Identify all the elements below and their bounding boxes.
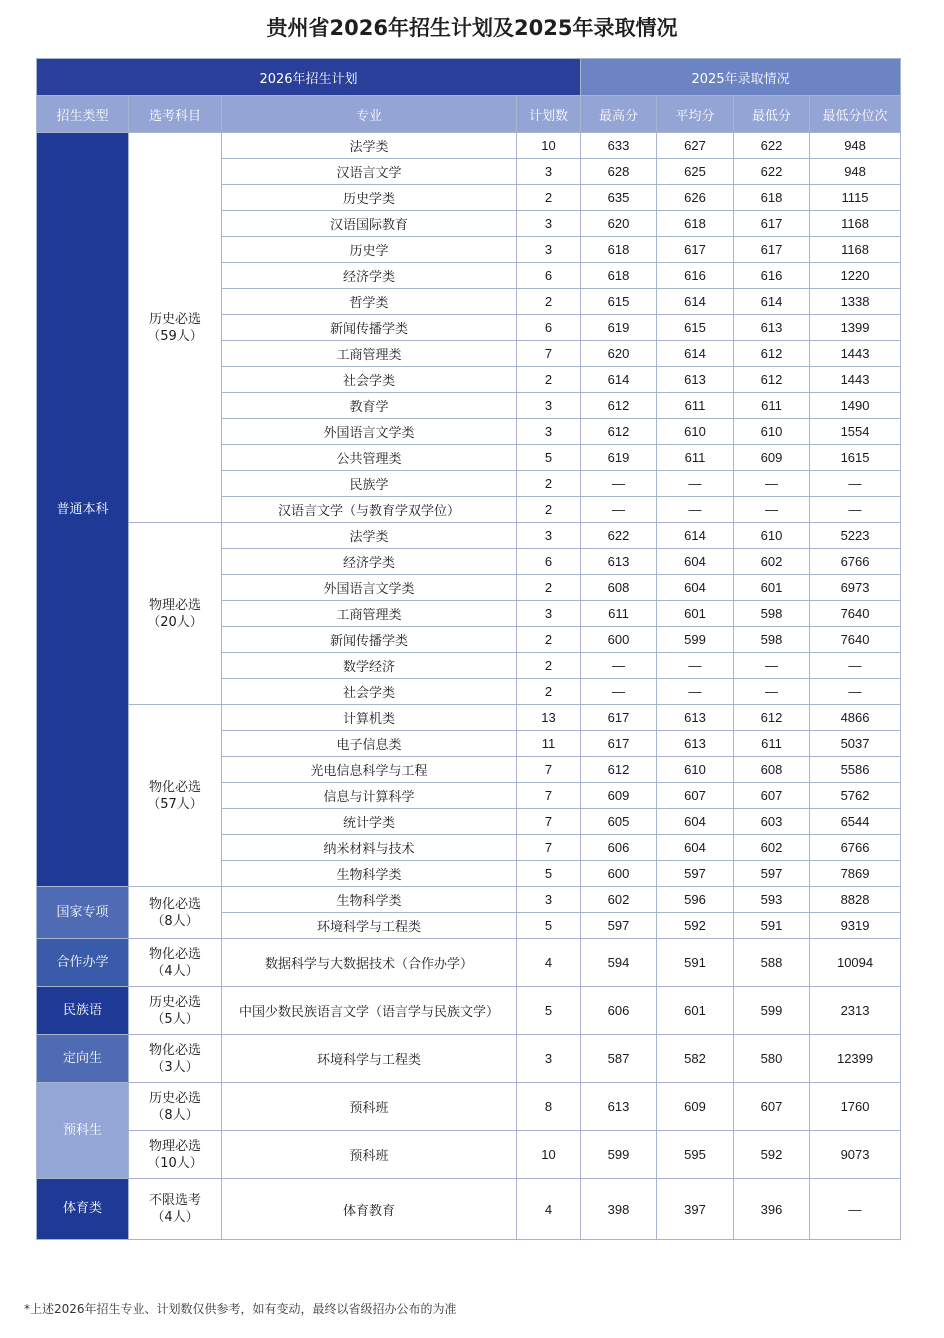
min-cell: 611 — [734, 393, 810, 419]
major-cell: 计算机类 — [222, 705, 517, 731]
min-cell: — — [734, 679, 810, 705]
min-cell: 617 — [734, 211, 810, 237]
plan-cell: 7 — [517, 783, 581, 809]
subject-requirement: 不限选考 — [148, 1193, 201, 1208]
plan-cell: 3 — [517, 419, 581, 445]
min-cell: — — [734, 497, 810, 523]
max-cell: 600 — [581, 861, 657, 887]
major-cell: 光电信息科学与工程 — [222, 757, 517, 783]
avg-cell: 618 — [657, 211, 734, 237]
rank-cell: 1760 — [810, 1083, 901, 1131]
rank-cell: — — [810, 471, 901, 497]
plan-cell: 2 — [517, 497, 581, 523]
subject-cell — [129, 1083, 222, 1131]
subject-requirement: 物理必选 — [148, 1138, 201, 1154]
min-cell: 616 — [734, 263, 810, 289]
subject-quota: （8人） — [151, 913, 199, 929]
rank-cell: — — [810, 1179, 901, 1240]
subject-quota: （3人） — [151, 1059, 199, 1075]
table-row — [37, 1131, 901, 1179]
category-cell: 国家专项 — [37, 887, 129, 939]
rank-cell: 9319 — [810, 913, 901, 939]
min-cell: 603 — [734, 809, 810, 835]
max-cell: 619 — [581, 445, 657, 471]
avg-cell: 614 — [657, 341, 734, 367]
min-cell: 610 — [734, 523, 810, 549]
avg-cell: 617 — [657, 237, 734, 263]
major-cell: 汉语国际教育 — [222, 211, 517, 237]
max-cell: 594 — [581, 939, 657, 987]
avg-cell: 596 — [657, 887, 734, 913]
max-cell: 612 — [581, 757, 657, 783]
major-cell: 数学经济 — [222, 653, 517, 679]
major-cell: 民族学 — [222, 471, 517, 497]
subject-requirement: 物化必选 — [148, 779, 201, 795]
avg-cell: 604 — [657, 575, 734, 601]
max-cell: 587 — [581, 1035, 657, 1083]
subject-requirement: 物化必选 — [148, 946, 201, 962]
rank-cell: 5223 — [810, 523, 901, 549]
rank-cell: 12399 — [810, 1035, 901, 1083]
avg-cell: 614 — [657, 523, 734, 549]
rank-cell: 948 — [810, 159, 901, 185]
min-cell: 618 — [734, 185, 810, 211]
max-cell: 615 — [581, 289, 657, 315]
min-cell: 591 — [734, 913, 810, 939]
subject-cell — [129, 939, 222, 987]
major-cell: 社会学类 — [222, 679, 517, 705]
category-cell: 定向生 — [37, 1035, 129, 1083]
category-cell: 民族语 — [37, 987, 129, 1035]
major-cell: 生物科学类 — [222, 887, 517, 913]
rank-cell: 1490 — [810, 393, 901, 419]
max-cell: 606 — [581, 835, 657, 861]
column-header-subject: 选考科目 — [129, 96, 222, 133]
max-cell: 597 — [581, 913, 657, 939]
avg-cell: 601 — [657, 987, 734, 1035]
min-cell: 611 — [734, 731, 810, 757]
avg-cell: — — [657, 471, 734, 497]
avg-cell: 601 — [657, 601, 734, 627]
max-cell: — — [581, 497, 657, 523]
admission-group-header: 2025年录取情况 — [581, 59, 901, 96]
rank-cell: 6544 — [810, 809, 901, 835]
major-cell: 社会学类 — [222, 367, 517, 393]
max-cell: 620 — [581, 341, 657, 367]
plan-cell: 3 — [517, 601, 581, 627]
max-cell: 618 — [581, 263, 657, 289]
plan-cell: 6 — [517, 263, 581, 289]
plan-cell: 2 — [517, 185, 581, 211]
plan-cell: 3 — [517, 393, 581, 419]
avg-cell: 599 — [657, 627, 734, 653]
plan-cell: 4 — [517, 1179, 581, 1240]
max-cell: 613 — [581, 1083, 657, 1131]
subject-quota: （5人） — [151, 1011, 199, 1027]
min-cell: 622 — [734, 159, 810, 185]
plan-cell: 7 — [517, 809, 581, 835]
rank-cell: 1338 — [810, 289, 901, 315]
avg-cell: 616 — [657, 263, 734, 289]
avg-cell: 591 — [657, 939, 734, 987]
min-cell: 612 — [734, 341, 810, 367]
min-cell: 617 — [734, 237, 810, 263]
subject-cell — [129, 1179, 222, 1240]
admission-table — [36, 58, 901, 1240]
max-cell: 611 — [581, 601, 657, 627]
min-cell: 588 — [734, 939, 810, 987]
rank-cell: — — [810, 653, 901, 679]
min-cell: 599 — [734, 987, 810, 1035]
min-cell: 592 — [734, 1131, 810, 1179]
subject-cell — [129, 987, 222, 1035]
plan-cell: 7 — [517, 757, 581, 783]
min-cell: 602 — [734, 835, 810, 861]
major-cell: 历史学类 — [222, 185, 517, 211]
table-row — [37, 1179, 901, 1240]
rank-cell: 9073 — [810, 1131, 901, 1179]
avg-cell: 582 — [657, 1035, 734, 1083]
table-row — [37, 1035, 901, 1083]
plan-cell: 3 — [517, 523, 581, 549]
avg-cell: 615 — [657, 315, 734, 341]
plan-cell: 3 — [517, 887, 581, 913]
major-cell: 预科班 — [222, 1083, 517, 1131]
avg-cell: 614 — [657, 289, 734, 315]
avg-cell: 604 — [657, 549, 734, 575]
plan-cell: 2 — [517, 471, 581, 497]
rank-cell: 1168 — [810, 237, 901, 263]
major-cell: 工商管理类 — [222, 341, 517, 367]
subject-requirement: 历史必选 — [148, 994, 201, 1010]
plan-cell: 3 — [517, 159, 581, 185]
major-cell: 教育学 — [222, 393, 517, 419]
min-cell: 598 — [734, 601, 810, 627]
plan-cell: 5 — [517, 861, 581, 887]
plan-cell: 2 — [517, 289, 581, 315]
plan-cell: 2 — [517, 367, 581, 393]
max-cell: 612 — [581, 419, 657, 445]
table-row — [37, 1083, 901, 1131]
footnote: *上述2026年招生专业、计划数仅供参考，如有变动，最终以省级招办公布的为准 — [24, 1302, 457, 1316]
max-cell: 633 — [581, 133, 657, 159]
category-cell: 预科生 — [37, 1083, 129, 1179]
column-header-major: 专业 — [222, 96, 517, 133]
min-cell: 580 — [734, 1035, 810, 1083]
plan-cell: 2 — [517, 627, 581, 653]
avg-cell: 607 — [657, 783, 734, 809]
major-cell: 外国语言文学类 — [222, 575, 517, 601]
subject-quota: （57人） — [147, 796, 203, 812]
max-cell: 606 — [581, 987, 657, 1035]
max-cell: 622 — [581, 523, 657, 549]
avg-cell: 397 — [657, 1179, 734, 1240]
table-row — [37, 705, 901, 731]
avg-cell: 604 — [657, 809, 734, 835]
plan-cell: 10 — [517, 1131, 581, 1179]
max-cell: 605 — [581, 809, 657, 835]
avg-cell: 609 — [657, 1083, 734, 1131]
plan-cell: 2 — [517, 679, 581, 705]
rank-cell: 10094 — [810, 939, 901, 987]
rank-cell: 1115 — [810, 185, 901, 211]
major-cell: 环境科学与工程类 — [222, 1035, 517, 1083]
avg-cell: 625 — [657, 159, 734, 185]
major-cell: 新闻传播学类 — [222, 627, 517, 653]
subject-cell — [129, 1131, 222, 1179]
subject-requirement: 物化必选 — [148, 896, 201, 912]
rank-cell: 6973 — [810, 575, 901, 601]
subject-quota: （4人） — [151, 963, 199, 979]
major-cell: 经济学类 — [222, 263, 517, 289]
table-row — [37, 939, 901, 987]
max-cell: 619 — [581, 315, 657, 341]
major-cell: 电子信息类 — [222, 731, 517, 757]
major-cell: 统计学类 — [222, 809, 517, 835]
subject-cell — [129, 1035, 222, 1083]
plan-cell: 10 — [517, 133, 581, 159]
avg-cell: 611 — [657, 393, 734, 419]
max-cell: 617 — [581, 705, 657, 731]
min-cell: 612 — [734, 367, 810, 393]
rank-cell: 8828 — [810, 887, 901, 913]
major-cell: 汉语言文学 — [222, 159, 517, 185]
subject-cell — [129, 133, 222, 523]
table-row — [37, 523, 901, 549]
rank-cell: 7640 — [810, 601, 901, 627]
avg-cell: 613 — [657, 731, 734, 757]
avg-cell: — — [657, 653, 734, 679]
column-header-plan: 计划数 — [517, 96, 581, 133]
min-cell: — — [734, 471, 810, 497]
major-cell: 法学类 — [222, 523, 517, 549]
min-cell: 608 — [734, 757, 810, 783]
plan-cell: 6 — [517, 549, 581, 575]
max-cell: 618 — [581, 237, 657, 263]
major-cell: 法学类 — [222, 133, 517, 159]
rank-cell: 1220 — [810, 263, 901, 289]
max-cell: — — [581, 653, 657, 679]
plan-cell: 13 — [517, 705, 581, 731]
rank-cell: 1443 — [810, 341, 901, 367]
max-cell: — — [581, 679, 657, 705]
rank-cell: 1168 — [810, 211, 901, 237]
subject-requirement: 历史必选 — [148, 311, 201, 327]
subject-requirement: 物化必选 — [148, 1042, 201, 1058]
max-cell: 617 — [581, 731, 657, 757]
major-cell: 经济学类 — [222, 549, 517, 575]
avg-cell: 611 — [657, 445, 734, 471]
max-cell: 628 — [581, 159, 657, 185]
plan-cell: 2 — [517, 575, 581, 601]
max-cell: 398 — [581, 1179, 657, 1240]
major-cell: 新闻传播学类 — [222, 315, 517, 341]
plan-cell: 7 — [517, 835, 581, 861]
major-cell: 历史学 — [222, 237, 517, 263]
major-cell: 数据科学与大数据技术（合作办学） — [222, 939, 517, 987]
avg-cell: — — [657, 497, 734, 523]
min-cell: 614 — [734, 289, 810, 315]
avg-cell: 610 — [657, 757, 734, 783]
rank-cell: 5586 — [810, 757, 901, 783]
plan-cell: 8 — [517, 1083, 581, 1131]
min-cell: — — [734, 653, 810, 679]
rank-cell: 1443 — [810, 367, 901, 393]
plan-group-header: 2026年招生计划 — [37, 59, 581, 96]
table-row — [37, 887, 901, 913]
subject-cell — [129, 523, 222, 705]
major-cell: 生物科学类 — [222, 861, 517, 887]
min-cell: 598 — [734, 627, 810, 653]
avg-cell: 626 — [657, 185, 734, 211]
min-cell: 622 — [734, 133, 810, 159]
min-cell: 613 — [734, 315, 810, 341]
column-header-rank: 最低分位次 — [810, 96, 901, 133]
table-row — [37, 987, 901, 1035]
max-cell: 600 — [581, 627, 657, 653]
min-cell: 609 — [734, 445, 810, 471]
max-cell: 635 — [581, 185, 657, 211]
rank-cell: 7869 — [810, 861, 901, 887]
plan-cell: 6 — [517, 315, 581, 341]
max-cell: 612 — [581, 393, 657, 419]
max-cell: 609 — [581, 783, 657, 809]
rank-cell: — — [810, 497, 901, 523]
avg-cell: 613 — [657, 367, 734, 393]
avg-cell: 613 — [657, 705, 734, 731]
min-cell: 396 — [734, 1179, 810, 1240]
rank-cell: 6766 — [810, 835, 901, 861]
rank-cell: — — [810, 679, 901, 705]
major-cell: 中国少数民族语言文学（语言学与民族文学） — [222, 987, 517, 1035]
max-cell: — — [581, 471, 657, 497]
major-cell: 纳米材料与技术 — [222, 835, 517, 861]
major-cell: 环境科学与工程类 — [222, 913, 517, 939]
plan-cell: 3 — [517, 237, 581, 263]
rank-cell: 2313 — [810, 987, 901, 1035]
min-cell: 601 — [734, 575, 810, 601]
min-cell: 602 — [734, 549, 810, 575]
major-cell: 汉语言文学（与教育学双学位） — [222, 497, 517, 523]
min-cell: 597 — [734, 861, 810, 887]
subject-cell — [129, 887, 222, 939]
column-header-type: 招生类型 — [37, 96, 129, 133]
min-cell: 593 — [734, 887, 810, 913]
table-body — [37, 133, 901, 1240]
max-cell: 602 — [581, 887, 657, 913]
major-cell: 公共管理类 — [222, 445, 517, 471]
subject-quota: （10人） — [147, 1155, 203, 1171]
subject-quota: （59人） — [147, 328, 203, 344]
category-cell: 合作办学 — [37, 939, 129, 987]
plan-cell: 3 — [517, 211, 581, 237]
avg-cell: 597 — [657, 861, 734, 887]
rank-cell: 1615 — [810, 445, 901, 471]
max-cell: 608 — [581, 575, 657, 601]
plan-cell: 3 — [517, 1035, 581, 1083]
max-cell: 599 — [581, 1131, 657, 1179]
rank-cell: 5037 — [810, 731, 901, 757]
min-cell: 607 — [734, 783, 810, 809]
plan-cell: 5 — [517, 445, 581, 471]
plan-cell: 11 — [517, 731, 581, 757]
max-cell: 613 — [581, 549, 657, 575]
subject-requirement: 历史必选 — [148, 1090, 201, 1106]
major-cell: 外国语言文学类 — [222, 419, 517, 445]
max-cell: 620 — [581, 211, 657, 237]
subject-quota: （4人） — [151, 1210, 199, 1225]
rank-cell: 1554 — [810, 419, 901, 445]
rank-cell: 7640 — [810, 627, 901, 653]
plan-cell: 2 — [517, 653, 581, 679]
rank-cell: 948 — [810, 133, 901, 159]
column-header-max: 最高分 — [581, 96, 657, 133]
plan-cell: 4 — [517, 939, 581, 987]
page-title: 贵州省2026年招生计划及2025年录取情况 — [266, 16, 678, 40]
rank-cell: 4866 — [810, 705, 901, 731]
max-cell: 614 — [581, 367, 657, 393]
column-header-min: 最低分 — [734, 96, 810, 133]
major-cell: 体育教育 — [222, 1179, 517, 1240]
avg-cell: 604 — [657, 835, 734, 861]
table-row — [37, 133, 901, 159]
subject-cell — [129, 705, 222, 887]
min-cell: 607 — [734, 1083, 810, 1131]
avg-cell: — — [657, 679, 734, 705]
avg-cell: 592 — [657, 913, 734, 939]
plan-cell: 7 — [517, 341, 581, 367]
subject-quota: （20人） — [147, 614, 203, 630]
major-cell: 工商管理类 — [222, 601, 517, 627]
avg-cell: 610 — [657, 419, 734, 445]
rank-cell: 5762 — [810, 783, 901, 809]
subject-requirement: 物理必选 — [148, 597, 201, 613]
plan-cell: 5 — [517, 987, 581, 1035]
min-cell: 610 — [734, 419, 810, 445]
avg-cell: 595 — [657, 1131, 734, 1179]
major-cell: 预科班 — [222, 1131, 517, 1179]
category-cell: 普通本科 — [37, 133, 129, 887]
subject-quota: （8人） — [151, 1107, 199, 1123]
rank-cell: 6766 — [810, 549, 901, 575]
min-cell: 612 — [734, 705, 810, 731]
rank-cell: 1399 — [810, 315, 901, 341]
column-header-avg: 平均分 — [657, 96, 734, 133]
category-cell: 体育类 — [37, 1179, 129, 1240]
major-cell: 信息与计算科学 — [222, 783, 517, 809]
major-cell: 哲学类 — [222, 289, 517, 315]
plan-cell: 5 — [517, 913, 581, 939]
avg-cell: 627 — [657, 133, 734, 159]
